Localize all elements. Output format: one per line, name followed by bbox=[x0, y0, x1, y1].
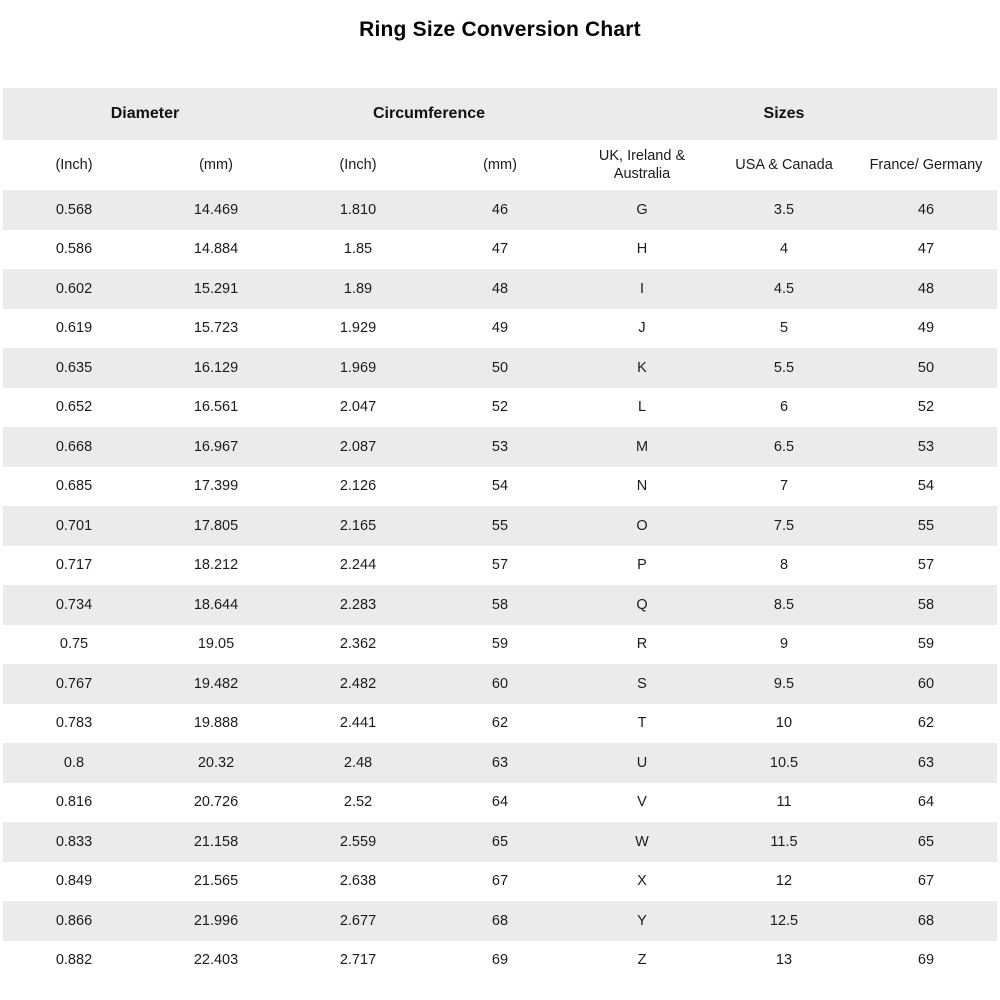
column-header-uk-ireland-australia: UK, Ireland & Australia bbox=[598, 147, 686, 182]
table-cell: 1.89 bbox=[343, 280, 373, 297]
table-cell: 4.5 bbox=[773, 280, 795, 297]
table-cell: 6 bbox=[779, 399, 789, 416]
table-cell: 19.888 bbox=[193, 715, 239, 732]
table-cell: 13 bbox=[775, 952, 793, 969]
page-title: Ring Size Conversion Chart bbox=[359, 18, 641, 41]
table-row bbox=[3, 230, 997, 270]
table-cell: 9 bbox=[779, 636, 789, 653]
table-cell: 2.717 bbox=[339, 952, 377, 969]
table-cell: 60 bbox=[917, 675, 935, 692]
table-cell: 16.129 bbox=[193, 359, 239, 376]
table-cell: 17.805 bbox=[193, 517, 239, 534]
table-cell: 48 bbox=[491, 280, 509, 297]
table-cell: 0.75 bbox=[59, 636, 89, 653]
table-row bbox=[3, 427, 997, 467]
table-cell: 52 bbox=[917, 399, 935, 416]
table-cell: I bbox=[639, 280, 645, 297]
table-cell: 54 bbox=[917, 478, 935, 495]
table-cell: 53 bbox=[917, 438, 935, 455]
table-cell: 1.85 bbox=[343, 241, 373, 258]
table-cell: 0.635 bbox=[55, 359, 93, 376]
table-cell: 0.602 bbox=[55, 280, 93, 297]
table-cell: 52 bbox=[491, 399, 509, 416]
table-cell: 0.8 bbox=[63, 754, 85, 771]
column-header-france-germany: France/ Germany bbox=[869, 156, 983, 173]
table-cell: 69 bbox=[491, 952, 509, 969]
column-header-circumference-inch: (Inch) bbox=[339, 156, 377, 173]
table-cell: K bbox=[637, 359, 647, 376]
table-row bbox=[3, 506, 997, 546]
table-cell: 63 bbox=[917, 754, 935, 771]
table-cell: 2.126 bbox=[339, 478, 377, 495]
table-cell: 2.283 bbox=[339, 596, 377, 613]
table-row bbox=[3, 783, 997, 823]
table-cell: O bbox=[636, 517, 648, 534]
table-cell: 58 bbox=[491, 596, 509, 613]
column-header-row bbox=[3, 140, 997, 190]
table-cell: 0.833 bbox=[55, 833, 93, 850]
table-cell: H bbox=[636, 241, 648, 258]
table-cell: 1.810 bbox=[339, 201, 377, 218]
table-cell: 47 bbox=[491, 241, 509, 258]
table-cell: W bbox=[635, 833, 649, 850]
column-header-diameter-mm: (mm) bbox=[199, 156, 233, 173]
table-cell: 14.469 bbox=[193, 201, 239, 218]
table-cell: 4 bbox=[779, 241, 789, 258]
column-header-diameter-inch: (Inch) bbox=[55, 156, 93, 173]
table-cell: 21.565 bbox=[193, 873, 239, 890]
table-cell: 68 bbox=[491, 912, 509, 929]
table-row bbox=[3, 743, 997, 783]
table-cell: 1.969 bbox=[339, 359, 377, 376]
table-cell: P bbox=[637, 557, 647, 574]
table-cell: 21.158 bbox=[193, 833, 239, 850]
table-cell: 0.701 bbox=[55, 517, 93, 534]
table-cell: 0.685 bbox=[55, 478, 93, 495]
table-cell: J bbox=[638, 320, 646, 337]
table-cell: 49 bbox=[917, 320, 935, 337]
table-cell: 18.644 bbox=[193, 596, 239, 613]
table-cell: 62 bbox=[917, 715, 935, 732]
table-cell: 67 bbox=[917, 873, 935, 890]
table-row bbox=[3, 467, 997, 507]
table-cell: 50 bbox=[491, 359, 509, 376]
table-row bbox=[3, 546, 997, 586]
table-cell: 21.996 bbox=[193, 912, 239, 929]
table-row bbox=[3, 664, 997, 704]
table-cell: 2.244 bbox=[339, 557, 377, 574]
table-cell: 2.441 bbox=[339, 715, 377, 732]
group-header-diameter: Diameter bbox=[110, 105, 180, 122]
table-row bbox=[3, 269, 997, 309]
table-cell: 6.5 bbox=[773, 438, 795, 455]
table-row bbox=[3, 822, 997, 862]
table-cell: 47 bbox=[917, 241, 935, 258]
table-cell: 60 bbox=[491, 675, 509, 692]
table-cell: 0.652 bbox=[55, 399, 93, 416]
table-cell: 2.165 bbox=[339, 517, 377, 534]
table-cell: 0.767 bbox=[55, 675, 93, 692]
table-cell: 18.212 bbox=[193, 557, 239, 574]
table-cell: M bbox=[635, 438, 649, 455]
column-header-circumference-mm: (mm) bbox=[483, 156, 517, 173]
table-cell: 19.05 bbox=[197, 636, 235, 653]
table-cell: 0.668 bbox=[55, 438, 93, 455]
table-cell: 2.362 bbox=[339, 636, 377, 653]
table-row bbox=[3, 862, 997, 902]
table-cell: 46 bbox=[917, 201, 935, 218]
table-cell: 49 bbox=[491, 320, 509, 337]
table-cell: 8.5 bbox=[773, 596, 795, 613]
title-area bbox=[0, 0, 1000, 88]
table-cell: 10 bbox=[775, 715, 793, 732]
table-cell: 62 bbox=[491, 715, 509, 732]
table-cell: 9.5 bbox=[773, 675, 795, 692]
table-cell: 69 bbox=[917, 952, 935, 969]
table-cell: S bbox=[637, 675, 647, 692]
table-cell: 7.5 bbox=[773, 517, 795, 534]
table-cell: 2.638 bbox=[339, 873, 377, 890]
table-row bbox=[3, 388, 997, 428]
table-cell: 64 bbox=[491, 794, 509, 811]
table-row bbox=[3, 309, 997, 349]
table-cell: 2.677 bbox=[339, 912, 377, 929]
table-cell: 7 bbox=[779, 478, 789, 495]
table-row bbox=[3, 625, 997, 665]
table-cell: Z bbox=[637, 952, 647, 969]
table-cell: 8 bbox=[779, 557, 789, 574]
table-cell: 0.816 bbox=[55, 794, 93, 811]
table-cell: G bbox=[636, 201, 648, 218]
table-cell: 65 bbox=[917, 833, 935, 850]
table-cell: 22.403 bbox=[193, 952, 239, 969]
table-body bbox=[3, 190, 997, 980]
table-cell: 46 bbox=[491, 201, 509, 218]
table-cell: 20.32 bbox=[197, 754, 235, 771]
table-cell: 54 bbox=[491, 478, 509, 495]
table-cell: 58 bbox=[917, 596, 935, 613]
table-cell: 65 bbox=[491, 833, 509, 850]
table-cell: U bbox=[636, 754, 648, 771]
table-cell: 0.882 bbox=[55, 952, 93, 969]
table-row bbox=[3, 585, 997, 625]
table-cell: 17.399 bbox=[193, 478, 239, 495]
group-header-sizes: Sizes bbox=[763, 105, 805, 122]
table-cell: 2.52 bbox=[343, 794, 373, 811]
table-cell: 0.717 bbox=[55, 557, 93, 574]
table-cell: R bbox=[636, 636, 648, 653]
table-cell: 16.967 bbox=[193, 438, 239, 455]
table-cell: 5.5 bbox=[773, 359, 795, 376]
table-cell: L bbox=[637, 399, 647, 416]
table-cell: 50 bbox=[917, 359, 935, 376]
table-cell: 0.619 bbox=[55, 320, 93, 337]
table-row bbox=[3, 901, 997, 941]
column-header-usa-canada: USA & Canada bbox=[735, 156, 833, 173]
table-cell: 0.783 bbox=[55, 715, 93, 732]
table-cell: 3.5 bbox=[773, 201, 795, 218]
table-cell: 19.482 bbox=[193, 675, 239, 692]
table-cell: N bbox=[636, 478, 648, 495]
table-cell: 10.5 bbox=[769, 754, 799, 771]
table-cell: 12 bbox=[775, 873, 793, 890]
table-cell: 20.726 bbox=[193, 794, 239, 811]
table-cell: 59 bbox=[917, 636, 935, 653]
table-cell: 11 bbox=[776, 794, 792, 811]
table-cell: 57 bbox=[917, 557, 935, 574]
table-cell: 63 bbox=[491, 754, 509, 771]
table-cell: 2.482 bbox=[339, 675, 377, 692]
table-cell: 2.087 bbox=[339, 438, 377, 455]
table-cell: 59 bbox=[491, 636, 509, 653]
table-row bbox=[3, 190, 997, 230]
table-cell: 55 bbox=[491, 517, 509, 534]
table-cell: 2.559 bbox=[339, 833, 377, 850]
table-cell: 0.734 bbox=[55, 596, 93, 613]
ring-size-table bbox=[3, 88, 997, 980]
table-cell: 2.047 bbox=[339, 399, 377, 416]
table-cell: 15.723 bbox=[193, 320, 239, 337]
table-cell: 53 bbox=[491, 438, 509, 455]
table-cell: 16.561 bbox=[193, 399, 239, 416]
table-row bbox=[3, 348, 997, 388]
table-cell: 67 bbox=[491, 873, 509, 890]
table-cell: 12.5 bbox=[769, 912, 799, 929]
group-header-circumference: Circumference bbox=[372, 105, 486, 122]
group-header-row bbox=[3, 88, 997, 140]
table-cell: 11.5 bbox=[770, 833, 798, 850]
table-cell: 1.929 bbox=[339, 320, 377, 337]
table-cell: 2.48 bbox=[343, 754, 373, 771]
table-cell: 14.884 bbox=[193, 241, 239, 258]
table-cell: 0.849 bbox=[55, 873, 93, 890]
table-cell: V bbox=[637, 794, 647, 811]
table-row bbox=[3, 941, 997, 981]
table-cell: 0.568 bbox=[55, 201, 93, 218]
table-cell: X bbox=[637, 873, 647, 890]
table-cell: 55 bbox=[917, 517, 935, 534]
table-cell: Q bbox=[636, 596, 648, 613]
table-cell: 5 bbox=[779, 320, 789, 337]
table-cell: 64 bbox=[917, 794, 935, 811]
table-cell: T bbox=[637, 715, 647, 732]
table-cell: 48 bbox=[917, 280, 935, 297]
table-cell: 68 bbox=[917, 912, 935, 929]
table-cell: 0.586 bbox=[55, 241, 93, 258]
table-cell: 0.866 bbox=[55, 912, 93, 929]
table-row bbox=[3, 704, 997, 744]
table-cell: 15.291 bbox=[193, 280, 239, 297]
table-cell: Y bbox=[637, 912, 647, 929]
table-cell: 57 bbox=[491, 557, 509, 574]
